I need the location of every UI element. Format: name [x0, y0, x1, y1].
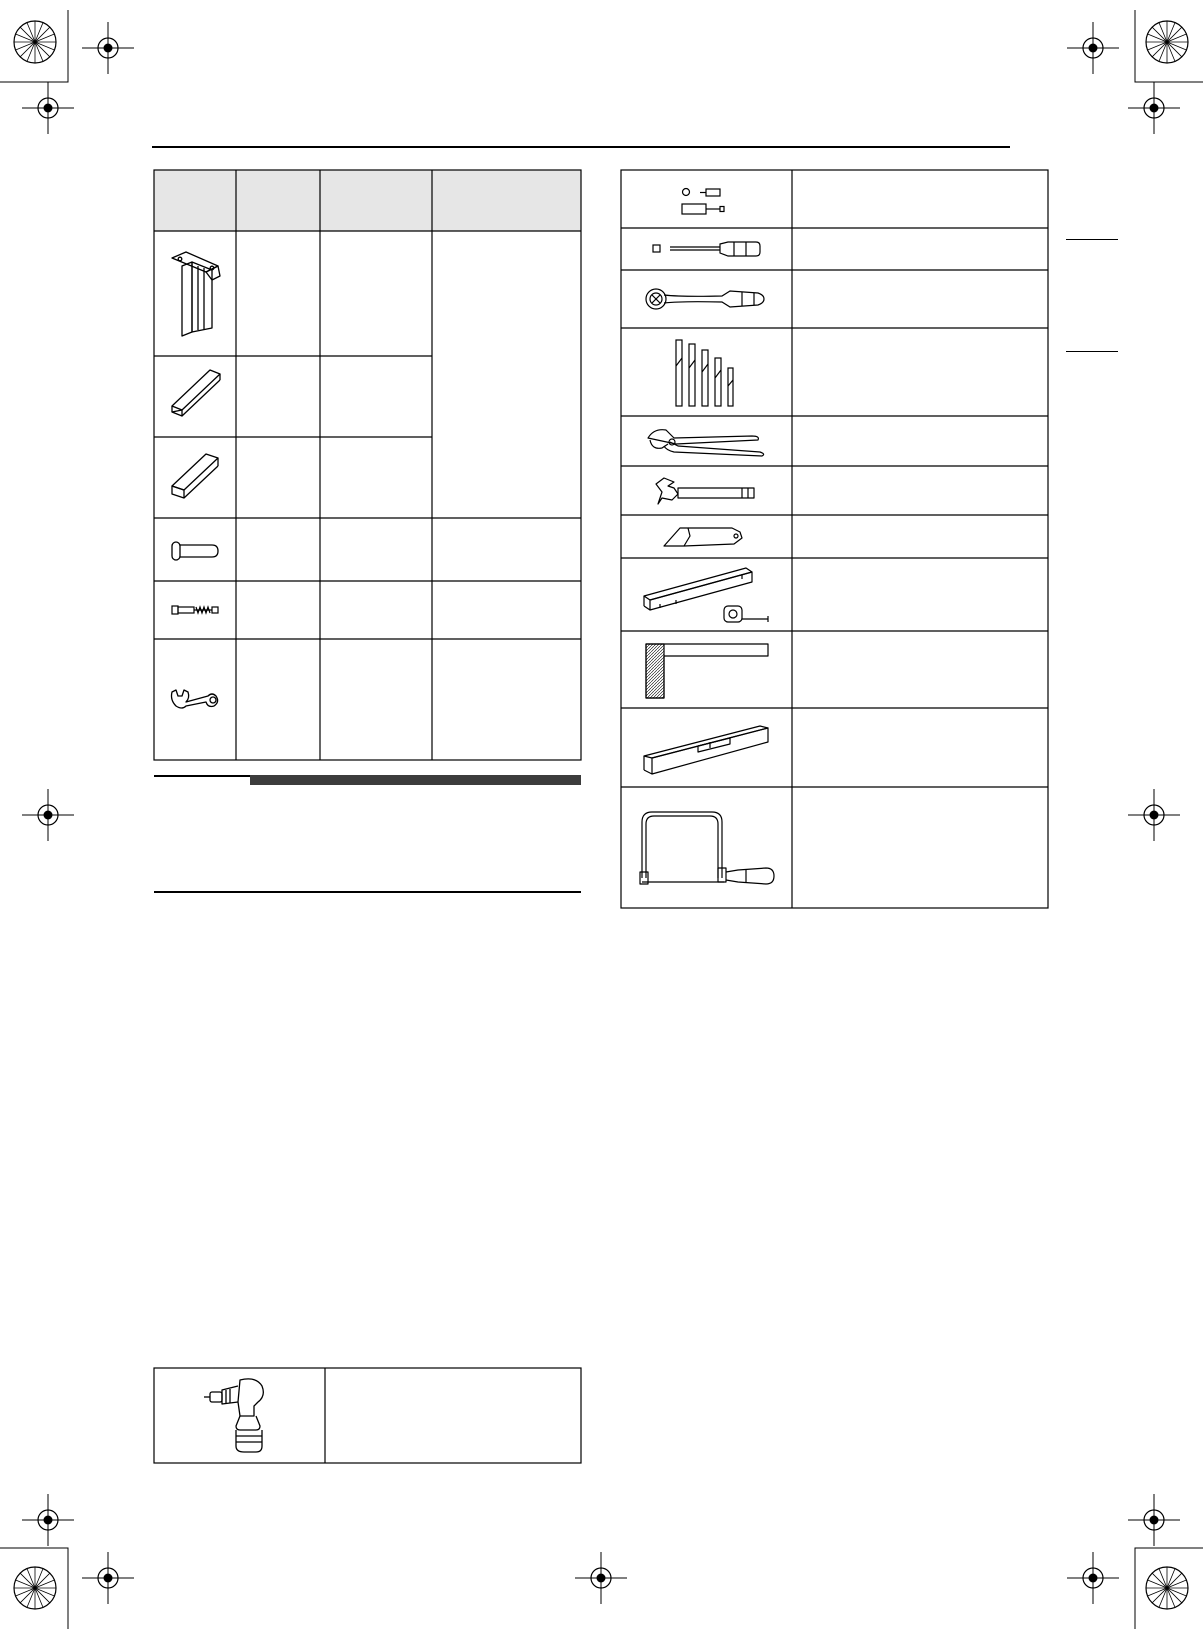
carpenter-square-icon [642, 640, 772, 702]
adjustable-wrench-icon [652, 474, 760, 508]
socket-wrench-icon [642, 279, 770, 319]
spirit-level-icon [642, 716, 772, 780]
socket-bits-icon [676, 184, 736, 218]
coping-saw-icon [634, 806, 780, 896]
screwdriver-icon [650, 237, 764, 261]
drill-bits-icon [670, 338, 742, 408]
utility-knife-icon [660, 522, 752, 552]
ruler-and-tape-measure-icon [642, 564, 772, 626]
water-pump-pliers-icon [644, 424, 768, 460]
